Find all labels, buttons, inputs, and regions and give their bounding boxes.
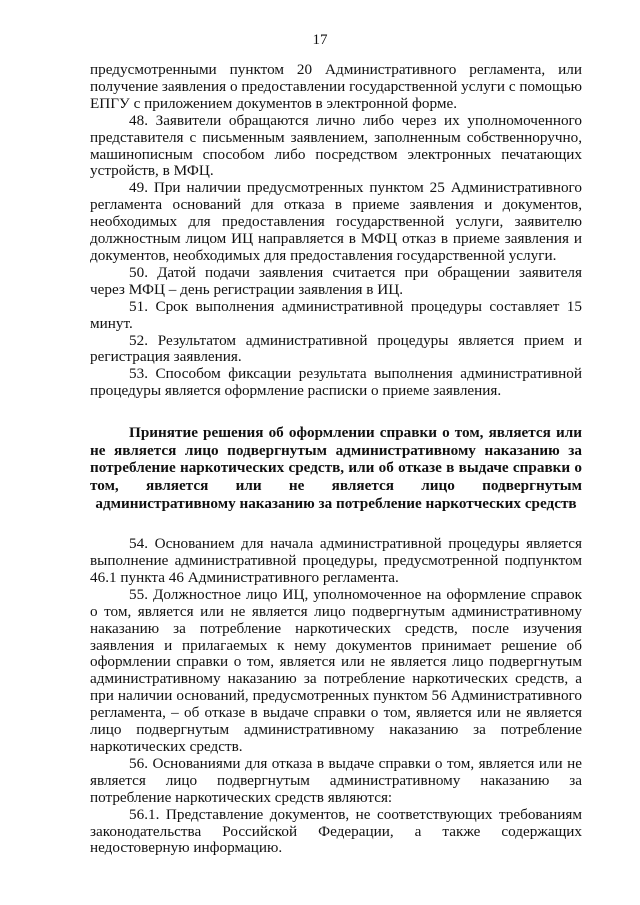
page-number: 17 [312, 32, 328, 48]
paragraph-53: 53. Способом фиксации результата выполнения административной процедуры является оформление расписки о приеме заявления. [90, 365, 582, 400]
paragraph-56-1: 56.1. Представление документов, не соответствующих требованиям законодательства Российской Федерации, а также содержащих недостоверную информацию. [90, 805, 582, 857]
paragraph-50: 50. Датой подачи заявления считается при обращении заявителя через МФЦ – день регистрации заявления в ИЦ. [90, 263, 582, 298]
paragraph-52: 52. Результатом административной процедуры является прием и регистрация заявления. [90, 331, 582, 366]
paragraph-48: 48. Заявители обращаются лично либо через их уполномоченного представителя с письменным заявлением, заполненным собственноручно, машинописным способом либо посредством электронных печатающих устройств, в МФЦ. [90, 111, 582, 180]
paragraph-49: 49. При наличии предусмотренных пунктом 25 Административного регламента оснований для отказа в приеме заявления и документов, необходимых для предоставления государственной услуги, заявителю должностным лицом ИЦ направляется в МФЦ отказ в приеме заявления и документов, необходимых для предоставления государственной услуги. [90, 179, 582, 264]
paragraph-56: 56. Основаниями для отказа в выдаче справки о том, является или не является лицо подвергнутым административному наказанию за потребление наркотических средств являются: [90, 754, 582, 806]
paragraph-54: 54. Основанием для начала административной процедуры является выполнение административной процедуры, предусмотренной подпунктом 46.1 пункта 46 Административного регламента. [90, 535, 582, 586]
paragraph-55: 55. Должностное лицо ИЦ, уполномоченное на оформление справок о том, является или не является лицо подвергнутым административному наказанию за потребление наркотических средств, после изучения заявления и прилагаемых к нему документов принимает решение об оформлении справки о том, является или не является лицо подвергнутым административному наказанию за потребление наркотических средств, а при наличии оснований, предусмотренных пунктом 56 Административного регламента, – об отказе в выдаче справки о том, является или не является лицо подвергнутым административному наказанию за потребление наркотических средств. [90, 585, 582, 755]
paragraph-51: 51. Срок выполнения административной процедуры составляет 15 минут. [90, 297, 582, 332]
section-heading: Принятие решения об оформлении справки о том, является или не является лицо подвергнутым административному наказанию за потребление наркотических средств, или об отказе в выдаче справки о том, является или не является лицо подвергнутым административному наказанию за потребление наркотческих средств [90, 424, 582, 512]
document-body [90, 62, 582, 857]
paragraph-continuation: предусмотренными пунктом 20 Административного регламента, или получение заявления о предоставлении государственной услуги с помощью ЕПГУ с приложением документов в электронной форме. [90, 61, 582, 112]
